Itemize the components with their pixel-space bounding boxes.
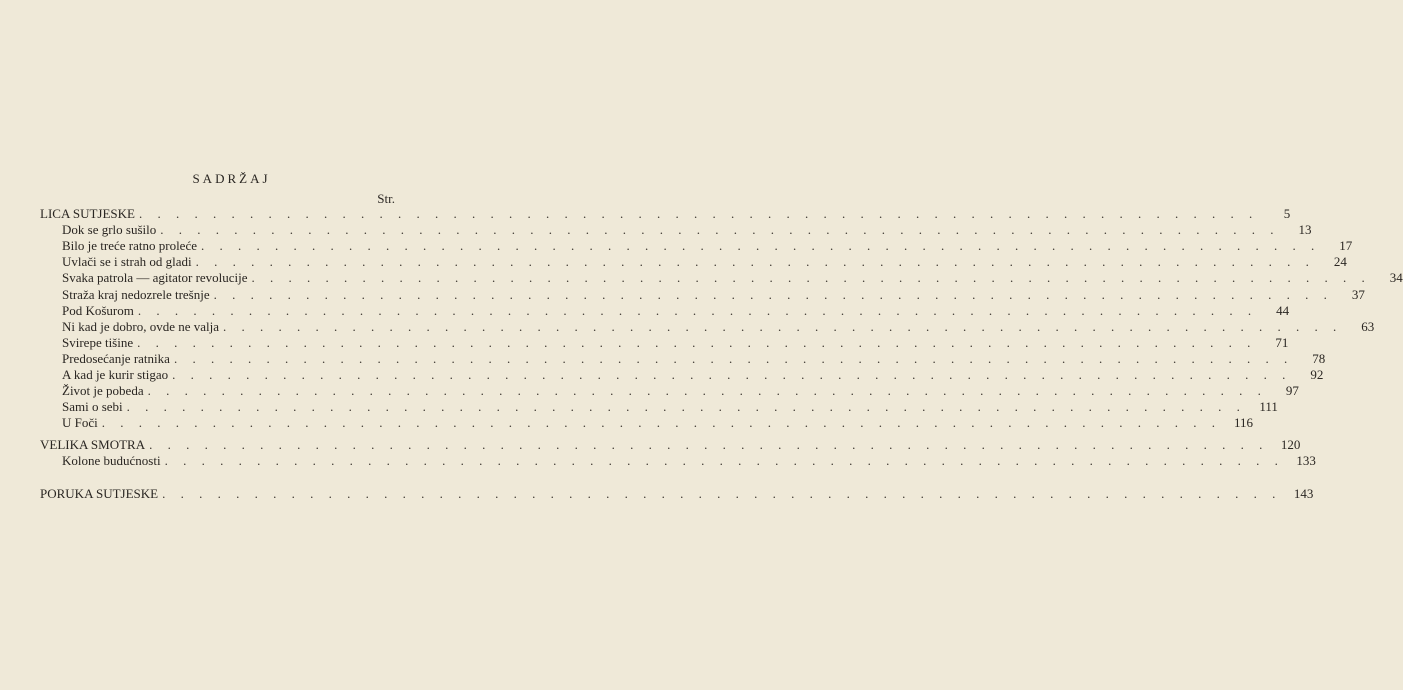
toc-section-title: VELIKA SMOTRA <box>40 437 146 452</box>
toc-entry <box>62 415 1253 431</box>
toc-section <box>40 206 1291 222</box>
toc-page-number: 92 <box>1310 367 1324 382</box>
toc-entry <box>62 270 1403 286</box>
dot-leader: . . . . . . . . . . . . . . . . . . . . . . . . . . . . . . . . . . . . . . . . . . . . . . . . . . . . . . . . . . . . . <box>195 254 1315 269</box>
toc-entry <box>62 453 1316 469</box>
dot-leader: . . . . . . . . . . . . . . . . . . . . . . . . . . . . . . . . . . . . . . . . . . . . . . . . . . . . . . . . . . . . . <box>149 437 1269 452</box>
toc-entry <box>62 222 1312 238</box>
dot-leader: . . . . . . . . . . . . . . . . . . . . . . . . . . . . . . . . . . . . . . . . . . . . . . . . . . . . . . . . . . . . . <box>138 206 1259 221</box>
toc-entry <box>62 367 1324 383</box>
toc-page-number: 116 <box>1233 415 1253 430</box>
toc-entry <box>62 287 1365 303</box>
toc-entry-title: Sami o sebi <box>62 399 123 414</box>
toc-entry-title: Uvlači se i strah od gladi <box>62 254 192 269</box>
toc-entry-title: A kad je kurir stigao <box>62 367 169 382</box>
toc-page-number: 24 <box>1333 254 1347 269</box>
toc-page-number: 63 <box>1361 319 1375 334</box>
toc-page-number: 78 <box>1312 351 1326 366</box>
dot-leader: . . . . . . . . . . . . . . . . . . . . . . . . . . . . . . . . . . . . . . . . . . . . . . . . . . . . . . . . . . . . . <box>173 351 1294 366</box>
dot-leader: . . . . . . . . . . . . . . . . . . . . . . . . . . . . . . . . . . . . . . . . . . . . . . . . . . . . . . . . . . . . . <box>160 222 1280 237</box>
toc-entry <box>62 303 1290 319</box>
toc-entry <box>62 399 1278 415</box>
toc-entry-title: Svirepe tišine <box>62 335 134 350</box>
toc-entry-title: Kolone budućnosti <box>62 453 161 468</box>
toc-page-number: 97 <box>1285 383 1299 398</box>
dot-leader: . . . . . . . . . . . . . . . . . . . . . . . . . . . . . . . . . . . . . . . . . . . . . . . . . . . . . . . . . . . . . <box>172 367 1292 382</box>
toc-section <box>40 437 1301 453</box>
dot-leader: . . . . . . . . . . . . . . . . . . . . . . . . . . . . . . . . . . . . . . . . . . . . . . . . . . . . . . . . . . . . . <box>164 453 1284 468</box>
toc-page-number: 17 <box>1339 238 1353 253</box>
toc-entry <box>62 383 1299 399</box>
toc-heading: SADRŽAJ <box>192 171 271 186</box>
toc-entry-title: Ni kad je dobro, ovde ne valja <box>62 319 220 334</box>
dot-leader: . . . . . . . . . . . . . . . . . . . . . . . . . . . . . . . . . . . . . . . . . . . . . . . . . . . . . . . . . . . . . <box>137 335 1257 350</box>
toc-page-number: 44 <box>1276 303 1290 318</box>
toc-entry-title: Svaka patrola — agitator revolucije <box>62 270 248 285</box>
dot-leader: . . . . . . . . . . . . . . . . . . . . . . . . . . . . . . . . . . . . . . . . . . . . . . . . . . . . . . . . . . . . . <box>251 270 1371 285</box>
toc-page-number: 71 <box>1275 335 1289 350</box>
page-column-label: Str. <box>377 191 395 206</box>
toc-entry-title: U Foči <box>62 415 98 430</box>
toc-page-number: 34 <box>1389 270 1403 285</box>
toc-page-number: 133 <box>1296 453 1316 468</box>
dot-leader: . . . . . . . . . . . . . . . . . . . . . . . . . . . . . . . . . . . . . . . . . . . . . . . . . . . . . . . . . . . . . <box>162 486 1282 501</box>
toc-page-number: 111 <box>1259 399 1278 414</box>
dot-leader: . . . . . . . . . . . . . . . . . . . . . . . . . . . . . . . . . . . . . . . . . . . . . . . . . . . . . . . . . . . . . <box>126 399 1246 414</box>
toc-entry <box>62 335 1289 351</box>
dot-leader: . . . . . . . . . . . . . . . . . . . . . . . . . . . . . . . . . . . . . . . . . . . . . . . . . . . . . . . . . . . . . <box>101 415 1221 430</box>
toc-entry <box>62 319 1375 335</box>
dot-leader: . . . . . . . . . . . . . . . . . . . . . . . . . . . . . . . . . . . . . . . . . . . . . . . . . . . . . . . . . . . . . <box>147 383 1267 398</box>
toc-entry-title: Pod Košurom <box>62 303 134 318</box>
toc-entry-title: Život je pobeda <box>62 383 144 398</box>
dot-leader: . . . . . . . . . . . . . . . . . . . . . . . . . . . . . . . . . . . . . . . . . . . . . . . . . . . . . . . . . . . . . <box>223 319 1343 334</box>
toc-entry-title: Dok se grlo sušilo <box>62 222 157 237</box>
toc-page-number: 37 <box>1351 287 1365 302</box>
toc-entry <box>62 238 1353 254</box>
toc-section-title: LICA SUTJESKE <box>40 206 135 221</box>
toc-entry-title: Straža kraj nedozrele trešnje <box>62 287 210 302</box>
toc-page-number: 13 <box>1298 222 1312 237</box>
toc-entry <box>62 254 1347 270</box>
toc-entry-title: Predosećanje ratnika <box>62 351 170 366</box>
toc-section <box>40 486 1314 502</box>
dot-leader: . . . . . . . . . . . . . . . . . . . . . . . . . . . . . . . . . . . . . . . . . . . . . . . . . . . . . . . . . . . . . <box>201 238 1321 253</box>
dot-leader: . . . . . . . . . . . . . . . . . . . . . . . . . . . . . . . . . . . . . . . . . . . . . . . . . . . . . . . . . . . . . <box>213 287 1333 302</box>
toc-page-number: 120 <box>1280 437 1301 452</box>
toc-entry-title: Bilo je treće ratno proleće <box>62 238 197 253</box>
toc-page-number: 5 <box>1283 206 1291 221</box>
toc-entry <box>62 351 1326 367</box>
toc-section-title: PORUKA SUTJESKE <box>40 486 159 501</box>
toc-page-number: 143 <box>1293 486 1314 501</box>
dot-leader: . . . . . . . . . . . . . . . . . . . . . . . . . . . . . . . . . . . . . . . . . . . . . . . . . . . . . . . . . . . . . <box>137 303 1258 318</box>
